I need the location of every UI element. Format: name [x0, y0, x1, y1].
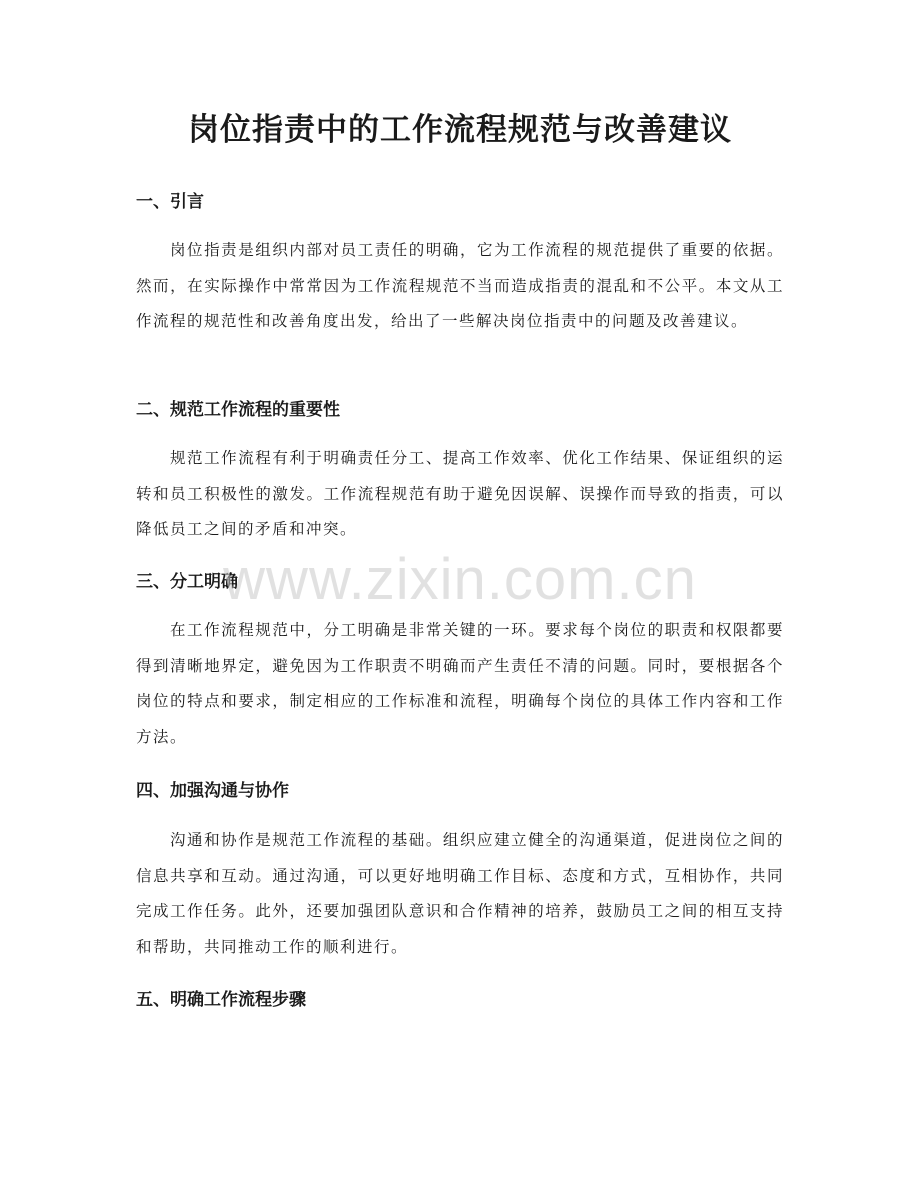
section-paragraph-importance: 规范工作流程有利于明确责任分工、提高工作效率、优化工作结果、保证组织的运转和员工积极性的激发。工作流程规范有助于避免因误解、误操作而导致的指责，可以降低员工之间的矛盾和冲突。 — [136, 449, 784, 538]
watermark: www.zixin.com.cn — [223, 547, 697, 612]
section-heading-division-of-labor: 三、分工明确 — [136, 572, 238, 592]
section-paragraph-communication: 沟通和协作是规范工作流程的基础。组织应建立健全的沟通渠道，促进岗位之间的信息共享和互动。通过沟通，可以更好地明确工作目标、态度和方式，互相协作，共同完成工作任务。此外，还要加强团队意识和合作精神的培养，鼓励员工之间的相互支持和帮助，共同推动工作的顺利进行。 — [136, 831, 784, 956]
section-heading-importance: 二、规范工作流程的重要性 — [136, 400, 340, 420]
section-heading-process-steps: 五、明确工作流程步骤 — [136, 990, 306, 1010]
section-paragraph-division-of-labor: 在工作流程规范中，分工明确是非常关键的一环。要求每个岗位的职责和权限都要得到清晰地界定，避免因为工作职责不明确而产生责任不清的问题。同时，要根据各个岗位的特点和要求，制定相应的工作标准和流程，明确每个岗位的具体工作内容和工作方法。 — [136, 621, 784, 746]
section-heading-communication: 四、加强沟通与协作 — [136, 781, 289, 801]
section-paragraph-introduction: 岗位指责是组织内部对员工责任的明确，它为工作流程的规范提供了重要的依据。然而，在实际操作中常常因为工作流程规范不当而造成指责的混乱和不公平。本文从工作流程的规范性和改善角度出发，给出了一些解决岗位指责中的问题及改善建议。 — [136, 241, 784, 330]
section-heading-introduction: 一、引言 — [136, 192, 204, 212]
document-title: 岗位指责中的工作流程规范与改善建议 — [188, 112, 732, 148]
